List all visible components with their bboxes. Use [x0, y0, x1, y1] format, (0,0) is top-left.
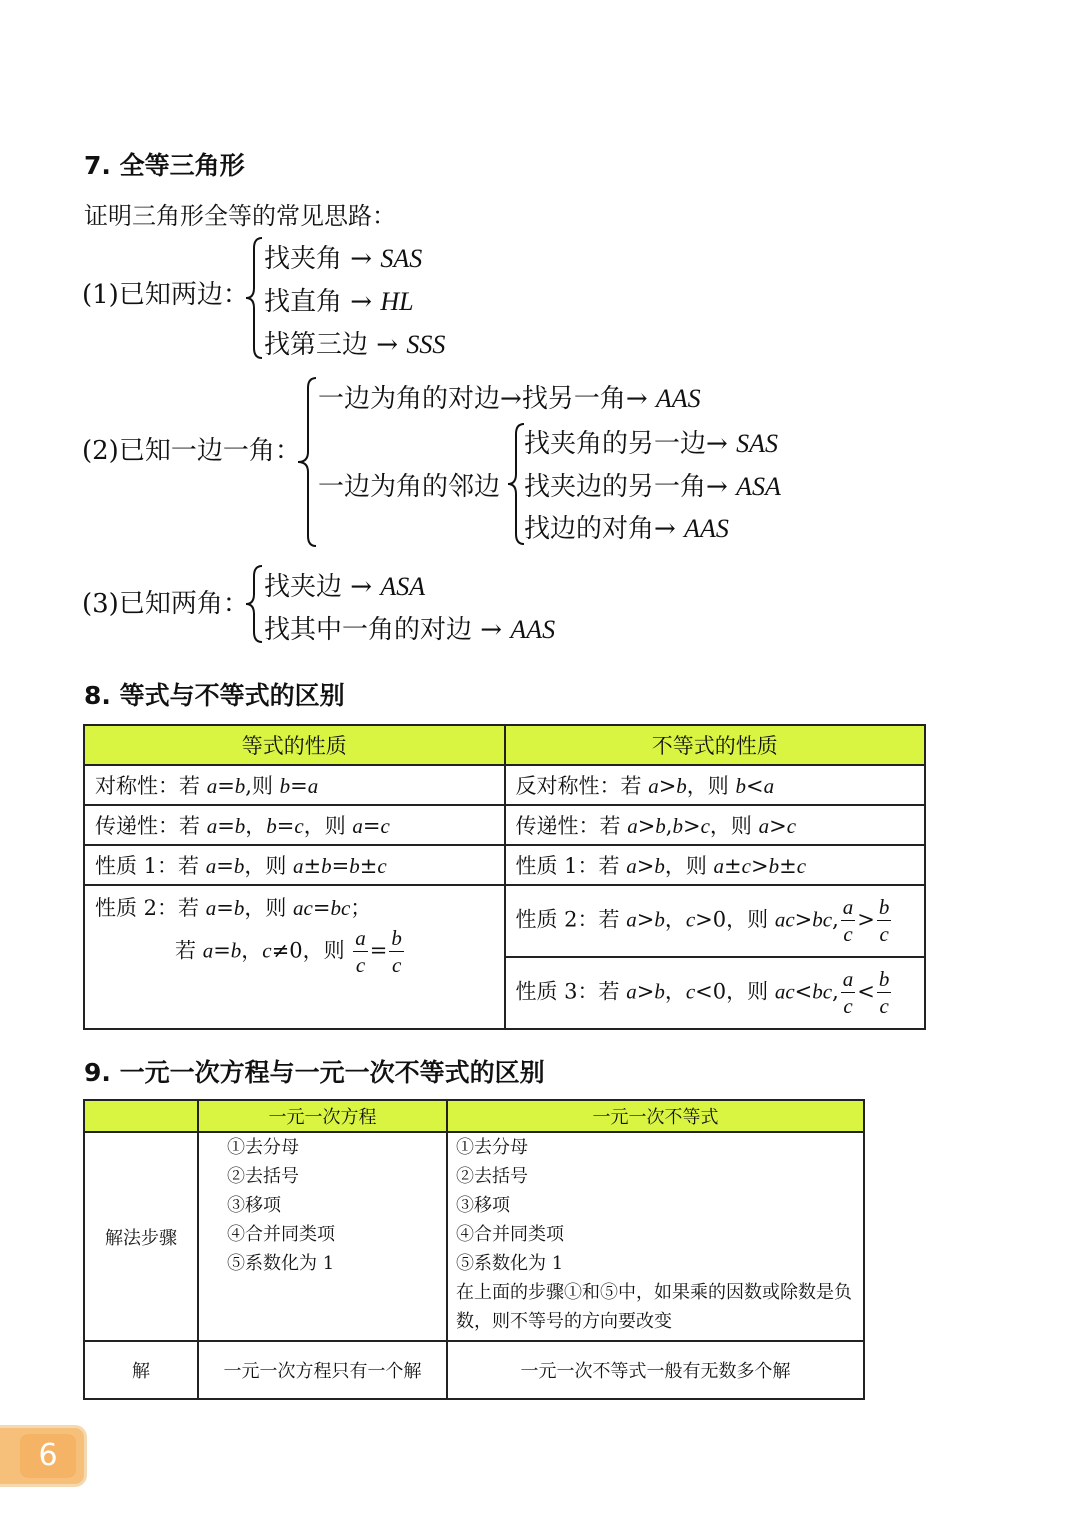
case2-sub-item-2: 找夹边的另一角→ ASA — [524, 472, 781, 502]
section9-heading — [84, 1053, 545, 1089]
t9-inequality-solution: 一元一次不等式一般有无数多个解 — [447, 1341, 864, 1399]
eq-property-2: 性质 2：若 a=b，则 ac=bc； 若 a=b，c≠0，则 $\frac{a}{c}$ = $\frac{b}{c}$ — [84, 885, 505, 1029]
list-item: ②去括号 — [227, 1166, 299, 1187]
t9-equation-solution: 一元一次方程只有一个解 — [198, 1341, 447, 1399]
inequality-note: 在上面的步骤①和⑤中，如果乘的因数或除数是负数，则不等号的方向要改变 — [456, 1282, 852, 1332]
case3-item-2: 找其中一角的对边 → AAS — [264, 615, 556, 645]
case2-brace — [296, 376, 318, 548]
case3-item-1: 找夹边 → ASA — [264, 572, 426, 602]
list-item: ⑤系数化为 1 — [456, 1253, 564, 1274]
section9-title: 一元一次方程与一元一次不等式的区别 — [119, 1058, 545, 1087]
equation-table — [83, 1099, 865, 1400]
case2-sub-item-3: 找边的对角→ AAS — [524, 514, 729, 544]
list-item: ④合并同类项 — [456, 1224, 564, 1245]
eq-symmetry: 对称性：若 a=b,则 b=a — [84, 765, 505, 805]
case2-branch-b: 一边为角的邻边 — [318, 472, 501, 502]
list-item: ①去分母 — [456, 1137, 528, 1158]
section8-heading — [84, 676, 345, 712]
ineq-property-1: 性质 1：若 a>b，则 a±c>b±c — [505, 845, 926, 885]
section8-number: 8. — [84, 681, 111, 710]
section7-intro: 证明三角形全等的常见思路： — [84, 202, 396, 230]
case3-brace — [244, 564, 264, 644]
t9-equation-steps — [198, 1132, 447, 1341]
eq-transitivity: 传递性：若 a=b，b=c，则 a=c — [84, 805, 505, 845]
equality-table — [83, 724, 926, 1030]
list-item: ⑤系数化为 1 — [227, 1253, 335, 1274]
eq-header: 等式的性质 — [84, 725, 505, 765]
case1-item-1: 找夹角 → SAS — [264, 244, 423, 274]
page-number: 6 — [20, 1434, 76, 1478]
t9-row-steps-label: 解法步骤 — [84, 1132, 198, 1341]
t9-inequality-steps — [447, 1132, 864, 1341]
case3-label: (3)已知两角： — [82, 589, 249, 619]
section7-heading — [84, 146, 245, 182]
case1-label: (1)已知两边： — [82, 280, 249, 310]
t9-header-equation: 一元一次方程 — [198, 1100, 447, 1132]
ineq-property-2: 性质 2：若 a>b，c>0，则 ac>bc, $\frac{a}{c}$ > $\frac{b}{c}$ — [505, 885, 926, 957]
case1-item-2: 找直角 → HL — [264, 287, 414, 317]
section7-title: 全等三角形 — [119, 151, 245, 180]
list-item: ①去分母 — [227, 1137, 299, 1158]
ineq-transitivity: 传递性：若 a>b,b>c，则 a>c — [505, 805, 926, 845]
section8-title: 等式与不等式的区别 — [119, 681, 345, 710]
list-item: ③移项 — [227, 1195, 281, 1216]
t9-header-blank — [84, 1100, 198, 1132]
list-item: ③移项 — [456, 1195, 510, 1216]
case1-item-3: 找第三边 → SSS — [264, 330, 446, 360]
t9-header-inequality: 一元一次不等式 — [447, 1100, 864, 1132]
ineq-property-3: 性质 3：若 a>b，c<0，则 ac<bc, $\frac{a}{c}$ < $\frac{b}{c}$ — [505, 957, 926, 1029]
list-item: ②去括号 — [456, 1166, 528, 1187]
case1-brace — [244, 236, 264, 360]
section9-number: 9. — [84, 1058, 111, 1087]
case2-label: (2)已知一边一角： — [82, 436, 301, 466]
ineq-antisymmetry: 反对称性：若 a>b，则 b<a — [505, 765, 926, 805]
list-item: ④合并同类项 — [227, 1224, 335, 1245]
page-number-badge — [0, 1425, 87, 1487]
case2-sub-item-1: 找夹角的另一边→ SAS — [524, 429, 778, 459]
section7-number: 7. — [84, 151, 111, 180]
case2-sub-brace — [506, 422, 526, 546]
case2-branch-a: 一边为角的对边→找另一角→ AAS — [318, 384, 701, 414]
ineq-header: 不等式的性质 — [505, 725, 926, 765]
eq-property-1: 性质 1：若 a=b，则 a±b=b±c — [84, 845, 505, 885]
t9-row-solution-label: 解 — [84, 1341, 198, 1399]
